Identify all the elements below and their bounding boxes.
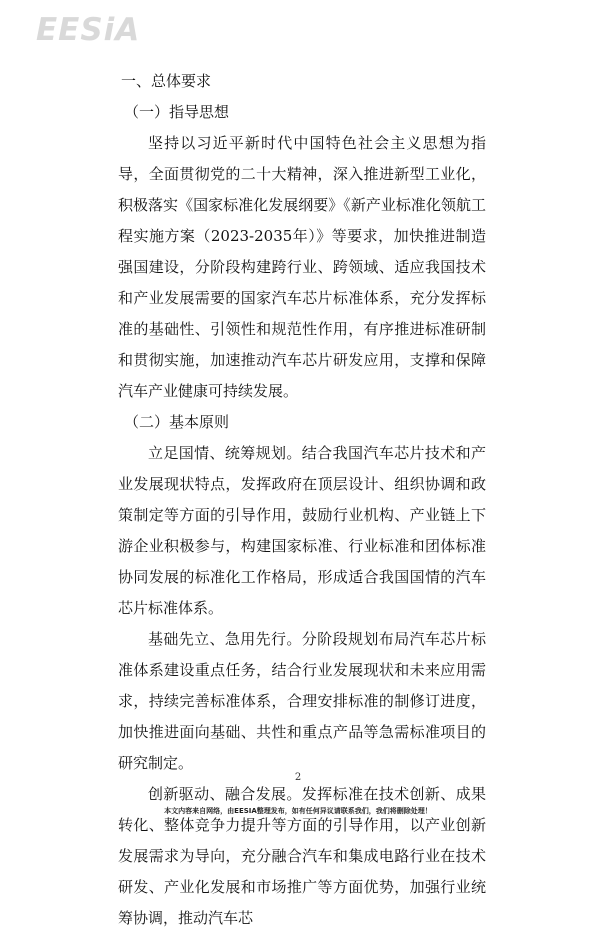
paragraph-principle-1: 立足国情、统筹规划。结合我国汽车芯片技术和产业发展现状特点，发挥政府在顶层设计、组织协调和政策制定等方面的引导作用，鼓励行业机构、产业链上下游企业积极参与，构建国家标准、行业标准和团体标准协同发展的标准化工作格局，形成适合我国国情的汽车芯片标准体系。 [118, 444, 486, 617]
subsection-heading-guiding-ideology: （一）指导思想 [124, 103, 230, 121]
section-heading: 一、总体要求 [121, 72, 212, 90]
footer-disclaimer: 本文内容来自网络，由EESIA整理发布，如有任何异议请联系我们，我们将删除处理！ [164, 807, 432, 815]
paragraph-guiding-ideology: 坚持以习近平新时代中国特色社会主义思想为指导，全面贯彻党的二十大精神，深入推进新型工业化，积极落实《国家标准化发展纲要》《新产业标准化领航工程实施方案（2023-2035年）》等要求，加快推进制造强国建设，分阶段构建跨行业、跨领域、适应我国技术和产业发展需要的国家汽车芯片标准体系，充分发挥标准的基础性、引领性和规范性作用，有序推进标准研制和贯彻实施，加速推动汽车芯片研发应用，支撑和保障汽车产业健康可持续发展。 [118, 134, 486, 400]
eesia-logo: EESiA [36, 12, 141, 48]
document-body [118, 66, 486, 934]
paragraph-principle-2: 基础先立、急用先行。分阶段规划布局汽车芯片标准体系建设重点任务，结合行业发展现状和未来应用需求，持续完善标准体系，合理安排标准的制修订进度，加快推进面向基础、共性和重点产品等急需标准项目的研究制定。 [118, 630, 486, 772]
subsection-heading-basic-principles: （二）基本原则 [124, 413, 230, 431]
page-number: 2 [294, 772, 302, 783]
paragraph-principle-3: 创新驱动、融合发展。发挥标准在技术创新、成果转化、整体竞争力提升等方面的引导作用，以产业创新发展需求为导向，充分融合汽车和集成电路行业在技术研发、产业化发展和市场推广等方面优势，加强行业统筹协调，推动汽车芯 [118, 785, 486, 927]
